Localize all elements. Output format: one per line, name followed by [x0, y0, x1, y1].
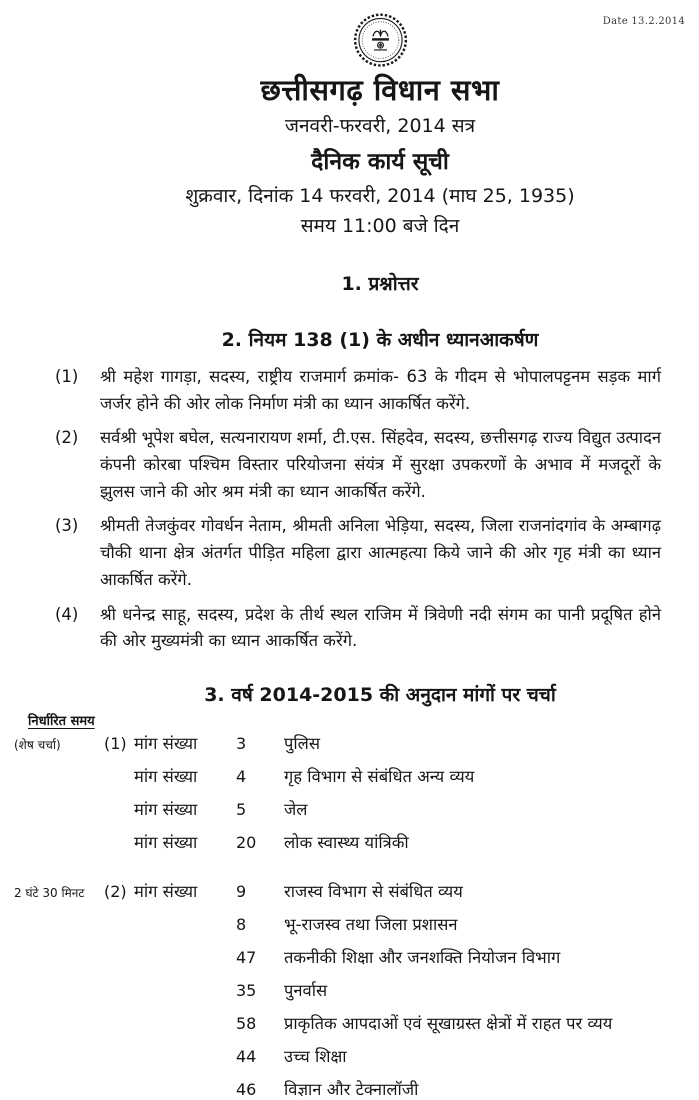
date-stamp: Date 13.2.2014 — [602, 16, 685, 27]
demand-number: 4 — [236, 767, 247, 787]
document-title: दैनिक कार्य सूची — [311, 148, 449, 175]
demand-row — [0, 912, 699, 935]
demand-number: 9 — [236, 882, 247, 902]
demand-label: मांग संख्या — [134, 882, 198, 902]
demand-number: 58 — [236, 1014, 257, 1034]
session-line: जनवरी-फरवरी, 2014 सत्र — [284, 114, 476, 137]
demand-number: 46 — [236, 1080, 257, 1100]
demand-row — [0, 764, 699, 787]
demand-label: मांग संख्या — [134, 833, 198, 853]
demand-label: मांग संख्या — [134, 800, 198, 820]
attention-item — [0, 364, 699, 417]
demand-number: 3 — [236, 734, 247, 754]
demand-row — [0, 1077, 699, 1100]
demand-row — [0, 731, 699, 754]
demand-number: 8 — [236, 915, 247, 935]
demand-department: पुनर्वास — [284, 981, 328, 1001]
item-number: (3) — [55, 516, 79, 536]
demand-row — [0, 1044, 699, 1067]
group-number: (2) — [104, 882, 127, 902]
group-margin-note: 2 घंटे 30 मिनट — [14, 886, 85, 901]
assembly-title: छत्तीसगढ़ विधान सभा — [260, 73, 500, 107]
demand-number: 5 — [236, 800, 247, 820]
allotted-time-label: निर्धारित समय — [28, 714, 95, 730]
demand-row — [0, 879, 699, 902]
demand-department: तकनीकी शिक्षा और जनशक्ति नियोजन विभाग — [284, 948, 561, 968]
item-number: (2) — [55, 428, 79, 448]
attention-item — [0, 602, 699, 655]
demand-department: उच्च शिक्षा — [284, 1047, 347, 1067]
document-header — [0, 0, 699, 238]
demand-department: भू-राजस्व तथा जिला प्रशासन — [284, 915, 458, 935]
demand-number: 20 — [236, 833, 257, 853]
section-1-heading: 1. प्रश्नोत्तर — [341, 272, 419, 295]
demand-group-2 — [0, 879, 699, 1100]
demand-department: जेल — [284, 800, 308, 820]
demand-department: पुलिस — [284, 734, 320, 754]
item-text: श्री धनेन्द्र साहू, सदस्य, प्रदेश के तीर्थ स्थल राजिम में त्रिवेणी नदी संगम का पानी प्रदूषित होने की ओर मुख्यमंत्री का ध्यान आकर्षित करेंगे. — [100, 604, 661, 651]
group-number: (1) — [104, 734, 127, 754]
group-margin-note: (शेष चर्चा) — [14, 738, 61, 753]
demand-department: गृह विभाग से संबंधित अन्य व्यय — [284, 767, 475, 787]
demand-number: 47 — [236, 948, 257, 968]
attention-items — [0, 364, 699, 655]
attention-item — [0, 425, 699, 505]
demand-row — [0, 830, 699, 853]
demand-label: मांग संख्या — [134, 734, 198, 754]
attention-item — [0, 513, 699, 593]
demand-number: 35 — [236, 981, 257, 1001]
item-text: श्रीमती तेजकुंवर गोवर्धन नेताम, श्रीमती अनिला भेड़िया, सदस्य, जिला राजनांदगांव के अम्बागढ़ चौकी थाना क्षेत्र अंतर्गत पीड़ित महिला द्वारा आत्महत्या किये जाने की ओर गृह मंत्री का ध्यान आकर्षित करेंगे. — [100, 516, 661, 589]
demand-number: 44 — [236, 1047, 257, 1067]
emblem-wrap — [0, 10, 699, 72]
item-number: (4) — [55, 604, 79, 624]
demand-row — [0, 797, 699, 820]
demand-row — [0, 945, 699, 968]
demand-department: विज्ञान और टेक्नालॉजी — [284, 1080, 419, 1100]
item-text: श्री महेश गागड़ा, सदस्य, राष्ट्रीय राजमार्ग क्रमांक- 63 के गीदम से भोपालपट्टनम सड़क मार्ग जर्जर होने की ओर लोक निर्माण मंत्री का ध्यान आकर्षित करेंगे. — [100, 366, 661, 413]
section-2-heading: 2. नियम 138 (1) के अधीन ध्यानआकर्षण — [221, 328, 539, 351]
demand-row — [0, 978, 699, 1001]
demand-label: मांग संख्या — [134, 767, 198, 787]
section-3-heading: 3. वर्ष 2014-2015 की अनुदान मांगों पर चर्चा — [204, 684, 556, 707]
demand-department: राजस्व विभाग से संबंधित व्यय — [284, 882, 463, 902]
sitting-date-line: शुक्रवार, दिनांक 14 फरवरी, 2014 (माघ 25, 1935) — [185, 184, 575, 207]
item-text: सर्वश्री भूपेश बघेल, सत्यनारायण शर्मा, टी.एस. सिंहदेव, सदस्य, छत्तीसगढ़ राज्य विद्युत उत्पादन कंपनी कोरबा पश्चिम विस्तार परियोजना संयंत्र में सुरक्षा उपकरणों के अभाव में मजदूरों के झुलस जाने की ओर श्रम मंत्री का ध्यान आकर्षित करेंगे. — [100, 428, 661, 501]
item-number: (1) — [55, 366, 79, 386]
demand-group-1 — [0, 731, 699, 853]
demand-department: प्राकृतिक आपदाओं एवं सूखाग्रस्त क्षेत्रों में राहत पर व्यय — [284, 1014, 613, 1034]
demand-row — [0, 1011, 699, 1034]
sitting-time-line: समय 11:00 बजे दिन — [300, 214, 460, 237]
demand-department: लोक स्वास्थ्य यांत्रिकी — [284, 833, 409, 853]
